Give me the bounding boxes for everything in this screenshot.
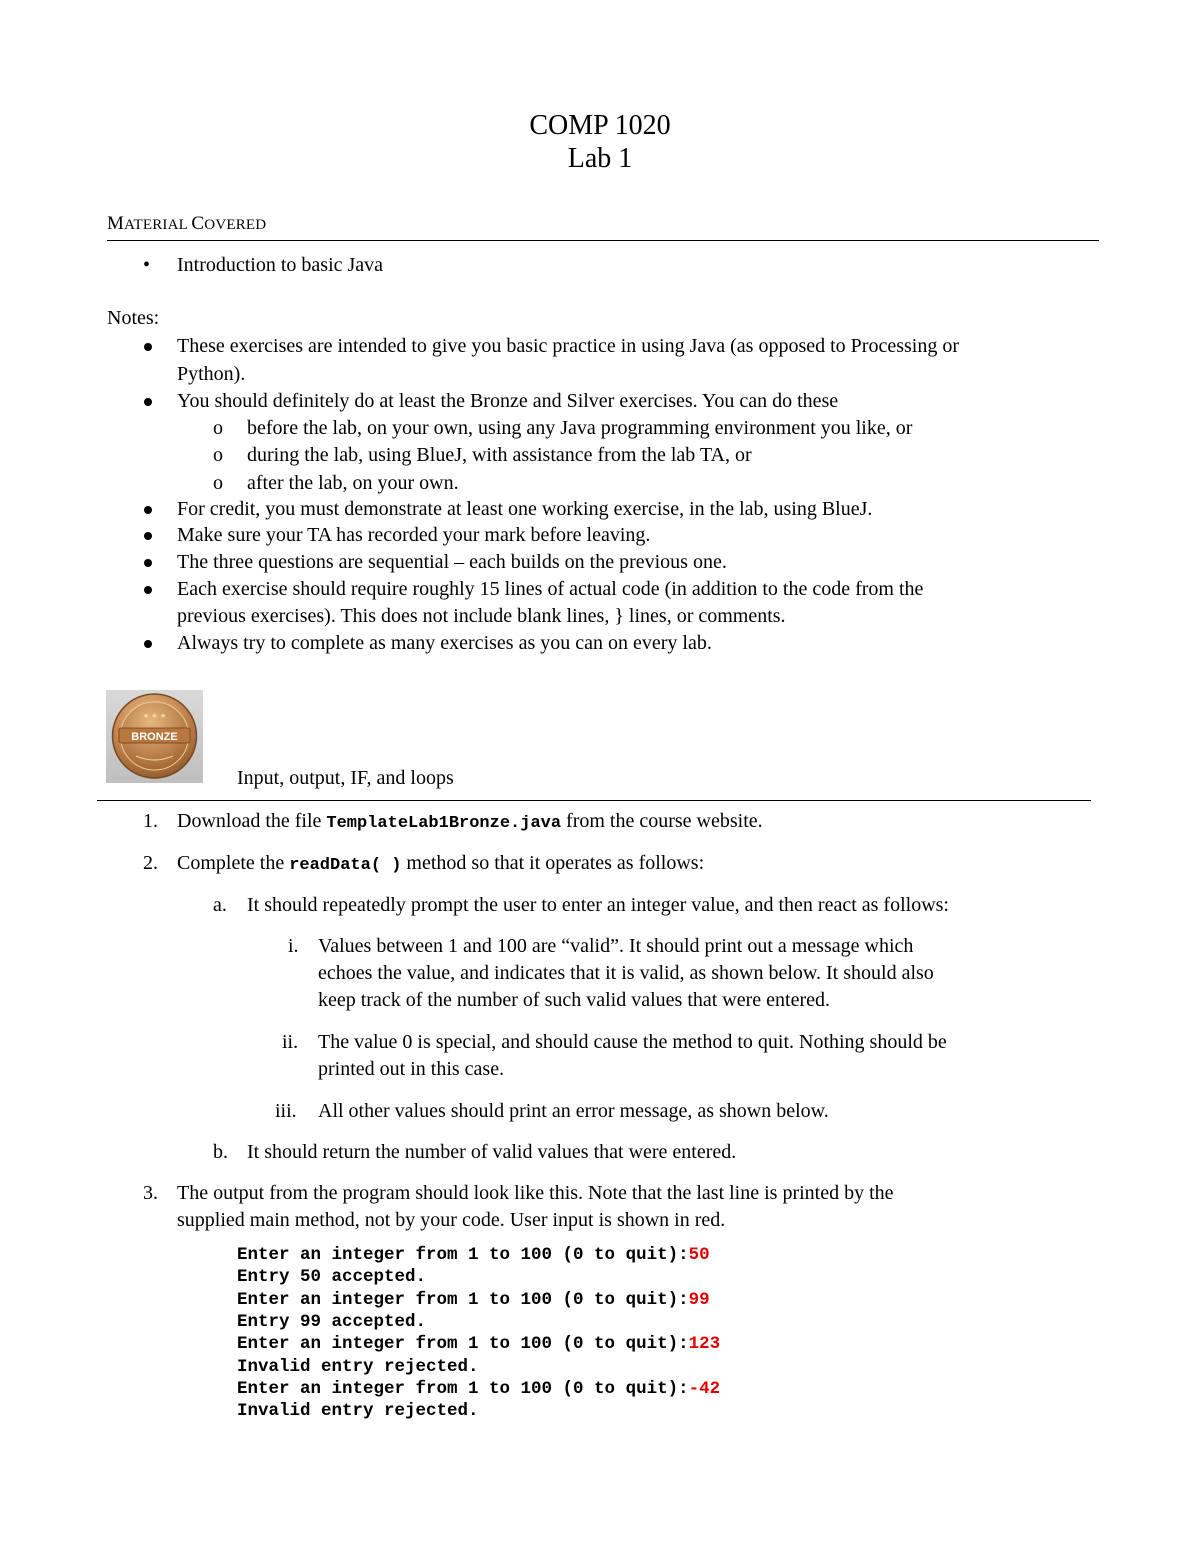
- bullet-dot: [144, 343, 152, 351]
- bullet-marker: •: [143, 254, 151, 276]
- step-number: 1.: [143, 810, 158, 832]
- roman-numeral: iii.: [275, 1100, 297, 1122]
- roman-numeral: i.: [288, 935, 299, 957]
- user-input: 99: [688, 1289, 710, 1310]
- method-code: readData( ): [289, 856, 402, 875]
- bullet-dot: [144, 506, 152, 514]
- note-item: These exercises are intended to give you basic practice in using Java (as opposed to Processing or: [177, 335, 959, 357]
- output-line: [237, 1356, 479, 1378]
- bullet-dot: [144, 532, 152, 540]
- output-line: [237, 1289, 710, 1311]
- user-input: 50: [688, 1245, 710, 1265]
- output-line: [237, 1244, 710, 1266]
- output-line: [237, 1311, 426, 1333]
- bullet-dot: [144, 640, 152, 648]
- substep-letter: a.: [213, 894, 227, 916]
- user-input: 123: [688, 1334, 721, 1355]
- bronze-medal-icon: [106, 690, 203, 783]
- roman-numeral: ii.: [282, 1031, 299, 1053]
- item-i-line: echoes the value, and indicates that it is valid, as shown below. It should also: [318, 962, 934, 984]
- step-3-line: The output from the program should look like this. Note that the last line is printed by the: [177, 1182, 894, 1204]
- note-subitem: during the lab, using BlueJ, with assistance from the lab TA, or: [247, 444, 752, 466]
- output-line: [237, 1266, 426, 1288]
- material-item: Introduction to basic Java: [177, 254, 384, 276]
- sub-marker: o: [213, 444, 223, 466]
- output-text: Enter an integer from 1 to 100 (0 to quit):: [237, 1245, 689, 1265]
- note-item: The three questions are sequential – each builds on the previous one.: [177, 551, 727, 573]
- item-i-line: keep track of the number of such valid values that were entered.: [318, 989, 831, 1011]
- step-number: 2.: [143, 852, 158, 874]
- output-text: Invalid entry rejected.: [237, 1356, 479, 1377]
- note-item: You should definitely do at least the Bronze and Silver exercises. You can do these: [177, 390, 839, 412]
- bullet-dot: [144, 559, 152, 567]
- note-subitem: after the lab, on your own.: [247, 472, 459, 494]
- note-item-cont: Python).: [177, 363, 246, 385]
- bronze-rule: [97, 800, 1091, 801]
- svg-text:★ ★ ★: ★ ★ ★: [142, 712, 167, 720]
- output-line: [237, 1333, 720, 1355]
- sub-marker: o: [213, 472, 223, 494]
- user-input: -42: [688, 1378, 721, 1399]
- output-text: Entry 50 accepted.: [237, 1267, 427, 1288]
- item-ii-line: The value 0 is special, and should cause the method to quit. Nothing should be: [318, 1031, 947, 1053]
- substep-a-text: It should repeatedly prompt the user to enter an integer value, and then react as follows:: [247, 894, 949, 916]
- substep-b-text: It should return the number of valid values that were entered.: [247, 1141, 737, 1163]
- output-text: Enter an integer from 1 to 100 (0 to quit):: [237, 1378, 689, 1399]
- note-subitem: before the lab, on your own, using any Java programming environment you like, or: [247, 417, 913, 439]
- item-ii-line: printed out in this case.: [318, 1058, 505, 1080]
- filename-code: TemplateLab1Bronze.java: [326, 814, 562, 833]
- note-item: Make sure your TA has recorded your mark before leaving.: [177, 524, 651, 546]
- heading-rule: [107, 240, 1099, 241]
- lab-title: Lab 1: [567, 143, 633, 174]
- notes-label: Notes:: [107, 307, 160, 329]
- output-text: Entry 99 accepted.: [237, 1311, 427, 1332]
- sub-marker: o: [213, 417, 223, 439]
- step-number: 3.: [143, 1182, 158, 1204]
- step-2-text: Complete the readData( ) method so that it operates as follows:: [177, 852, 705, 875]
- step-3-line: supplied main method, not by your code. User input is shown in red.: [177, 1209, 726, 1231]
- bullet-dot: [144, 398, 152, 406]
- output-line: [237, 1378, 720, 1400]
- bullet-dot: [144, 586, 152, 594]
- output-text: Invalid entry rejected.: [237, 1401, 479, 1422]
- output-line: [237, 1400, 479, 1422]
- output-text: Enter an integer from 1 to 100 (0 to quit):: [237, 1334, 689, 1355]
- output-text: Enter an integer from 1 to 100 (0 to quit):: [237, 1289, 689, 1310]
- item-iii-text: All other values should print an error message, as shown below.: [318, 1100, 829, 1122]
- note-item: Always try to complete as many exercises as you can on every lab.: [177, 632, 712, 654]
- note-item: Each exercise should require roughly 15 lines of actual code (in addition to the code from the: [177, 578, 924, 600]
- note-item-cont: previous exercises). This does not include blank lines, } lines, or comments.: [177, 605, 786, 627]
- note-item: For credit, you must demonstrate at least one working exercise, in the lab, using BlueJ.: [177, 498, 873, 520]
- badge-text: BRONZE: [131, 731, 178, 743]
- course-title: COMP 1020: [529, 110, 671, 141]
- substep-letter: b.: [213, 1141, 228, 1163]
- bronze-heading: Input, output, IF, and loops: [237, 767, 454, 789]
- bronze-badge-image: [106, 690, 203, 783]
- step-1-text: Download the file TemplateLab1Bronze.java from the course website.: [177, 810, 763, 833]
- item-i-line: Values between 1 and 100 are “valid”. It should print out a message which: [318, 935, 914, 957]
- material-covered-heading: MATERIAL COVERED: [107, 213, 267, 234]
